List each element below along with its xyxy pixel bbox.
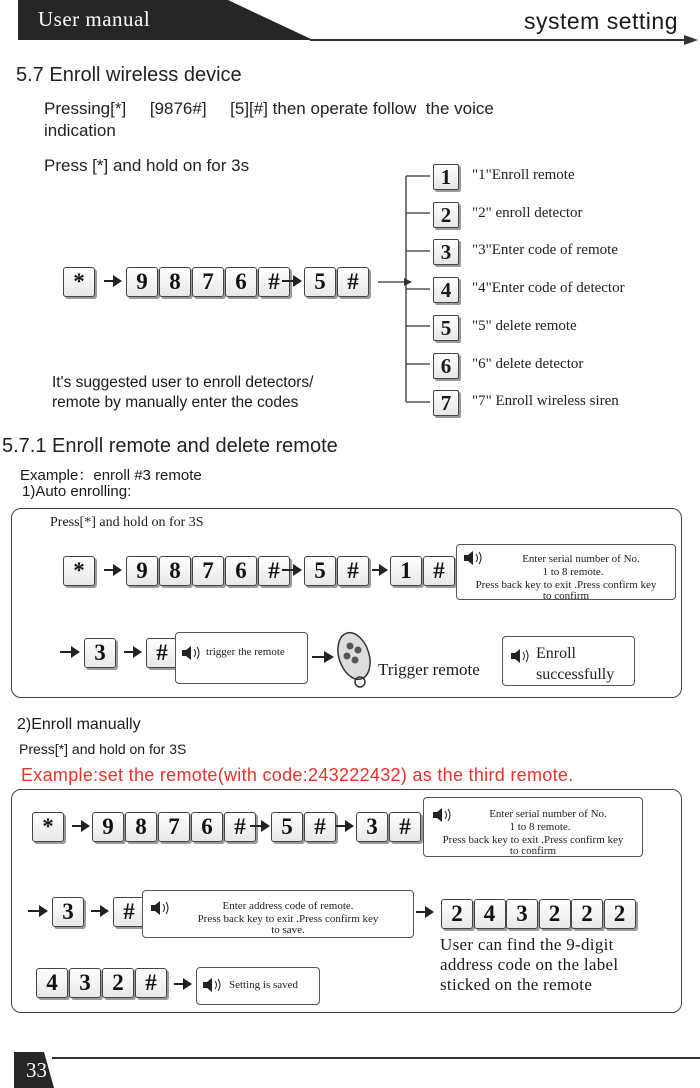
keypad-key: #	[224, 812, 256, 842]
keypad-key: 5	[271, 812, 303, 842]
speaker-icon	[181, 646, 205, 660]
keypad-key: 6	[191, 812, 223, 842]
arrow-icon	[250, 820, 270, 832]
voice2-line: Press back key to exit .Press confirm key	[442, 834, 624, 846]
voice1-line: to confirm	[542, 590, 590, 602]
menu-number-box: 7	[433, 390, 459, 416]
keypad-key: 3	[69, 968, 101, 998]
menu-option-label: "5" delete remote	[472, 317, 577, 334]
header-rule	[310, 39, 688, 41]
suggest-line-2: remote by manually enter the codes	[52, 394, 299, 411]
keypad-key: 2	[102, 968, 134, 998]
keypad-key: 4	[36, 968, 68, 998]
keypad-key: 5	[304, 556, 336, 586]
keypad-key: *	[63, 267, 95, 297]
keypad-key: 3	[356, 812, 388, 842]
address-code-digit: 2	[539, 899, 571, 929]
voice-prompt-serial-2	[423, 797, 643, 857]
voice3-line: Enter address code of remote.	[222, 900, 354, 912]
keypad-key: 8	[125, 812, 157, 842]
keypad-key: #	[135, 968, 167, 998]
menu-option-label: "2" enroll detector	[472, 204, 583, 221]
menu-number-box: 2	[433, 202, 459, 228]
enroll-success-line: successfully	[536, 666, 615, 683]
keypad-key: 8	[159, 267, 191, 297]
keypad-key: 9	[126, 267, 158, 297]
menu-option-label: "4"Enter code of detector	[472, 280, 625, 297]
keypad-key: #	[337, 267, 369, 297]
setting-saved-box	[196, 967, 320, 1005]
arrow-icon	[282, 564, 302, 576]
keypad-key: #	[113, 897, 145, 927]
arrow-icon	[28, 905, 48, 917]
arrow-icon	[282, 275, 302, 287]
menu-number-box: 4	[433, 277, 459, 303]
remote-fob-icon	[334, 628, 376, 692]
arrow-icon	[124, 646, 142, 658]
trigger-prompt-box	[175, 632, 308, 684]
arrow-icon	[336, 820, 354, 832]
section-title-5-7-1: 5.7.1 Enroll remote and delete remote	[2, 435, 338, 457]
speaker-icon	[510, 649, 534, 663]
address-code-digit: 3	[506, 899, 538, 929]
arrow-icon	[174, 978, 192, 990]
keypad-key: 7	[158, 812, 190, 842]
voice-prompt-address	[142, 890, 414, 938]
keypad-key: #	[389, 812, 421, 842]
menu-option-label: "6" delete detector	[472, 355, 584, 372]
arrow-icon	[104, 564, 122, 576]
voice2-line: 1 to 8 remote.	[509, 821, 571, 833]
menu-option-label: "1"Enroll remote	[472, 167, 575, 183]
voice3-line: to save.	[271, 924, 305, 936]
trigger-prompt-text: trigger the remote	[206, 646, 285, 658]
code-note-line: sticked on the remote	[440, 975, 593, 994]
manual-press-text: Press[*] and hold on for 3S	[19, 741, 187, 757]
menu-number-box: 5	[433, 315, 459, 341]
enroll-success-box	[502, 636, 635, 686]
keypad-key: 8	[159, 556, 191, 586]
press-hold-text: Press [*] and hold on for 3s	[44, 156, 250, 175]
keypad-key: 1	[390, 556, 422, 586]
keypad-key: *	[63, 556, 95, 586]
arrow-icon	[72, 820, 90, 832]
setting-saved-text: Setting is saved	[229, 979, 299, 991]
header-arrow-icon	[684, 33, 698, 47]
menu-option-label: "3"Enter code of remote	[472, 242, 618, 259]
menu-number-box: 3	[433, 239, 459, 265]
voice-prompt-serial-1	[456, 544, 676, 600]
keypad-key: 3	[52, 897, 84, 927]
keypad-key: 9	[126, 556, 158, 586]
address-code-digit: 2	[571, 899, 603, 929]
example-label: Example：enroll #3 remote	[20, 467, 202, 484]
keypad-key: *	[32, 812, 64, 842]
section-title-5-7: 5.7 Enroll wireless device	[16, 64, 242, 86]
arrow-icon	[104, 275, 122, 287]
suggest-line-1: It's suggested user to enroll detectors/	[52, 374, 314, 391]
keypad-key: #	[146, 638, 178, 668]
voice3-line: Press back key to exit .Press confirm key	[197, 913, 379, 925]
voice2-line: Enter serial number of No.	[489, 808, 607, 820]
voice-prompt-serial-2-text	[424, 808, 642, 858]
voice1-line: Press back key to exit .Press confirm key	[475, 579, 657, 591]
header-section-label: system setting	[524, 8, 678, 34]
keypad-key: 9	[92, 812, 124, 842]
page-number: 33	[26, 1058, 47, 1082]
header-manual-label: User manual	[38, 7, 151, 31]
keypad-key: 6	[225, 267, 257, 297]
address-code-digit: 2	[604, 899, 636, 929]
keypad-key: #	[258, 267, 290, 297]
manual-example-text: Example:set the remote(with code:243222432) as the third remote.	[21, 765, 574, 785]
keypad-key: #	[258, 556, 290, 586]
voice2-line: to confirm	[509, 845, 557, 857]
code-note-line: User can find the 9-digit	[440, 935, 614, 954]
menu-option-label: "7" Enroll wireless siren	[472, 393, 619, 410]
arrow-icon	[372, 564, 388, 576]
speaker-icon	[202, 978, 226, 992]
address-code-digit: 4	[474, 899, 506, 929]
auto-press-text: Press[*] and hold on for 3S	[50, 515, 204, 530]
keypad-key: #	[423, 556, 455, 586]
intro-line-2: indication	[44, 121, 116, 140]
code-note-line: address code on the label	[440, 955, 619, 974]
intro-line-1: Pressing[*] [9876#] [5][#] then operate follow the voice	[44, 99, 494, 118]
voice-prompt-serial-1-text	[457, 553, 675, 603]
enroll-success-line: Enroll	[536, 645, 576, 662]
address-code-digit: 2	[441, 899, 473, 929]
auto-enroll-label: 1)Auto enrolling:	[22, 483, 132, 500]
keypad-key: 7	[192, 267, 224, 297]
menu-bracket	[378, 170, 438, 420]
keypad-key: 6	[225, 556, 257, 586]
voice1-line: Enter serial number of No.	[522, 553, 640, 565]
arrow-icon	[312, 651, 334, 663]
voice1-line: 1 to 8 remote.	[542, 566, 604, 578]
footer-rule	[52, 1057, 700, 1059]
arrow-icon	[60, 646, 80, 658]
keypad-key: #	[337, 556, 369, 586]
menu-number-box: 6	[433, 353, 459, 379]
arrow-icon	[91, 905, 109, 917]
menu-number-box: 1	[433, 164, 459, 190]
keypad-key: 5	[304, 267, 336, 297]
manual-enroll-label: 2)Enroll manually	[17, 716, 141, 733]
trigger-remote-label: Trigger remote	[378, 660, 480, 679]
voice-prompt-address-text	[163, 900, 413, 937]
arrow-icon	[416, 906, 434, 918]
keypad-key: 3	[84, 638, 116, 668]
keypad-key: 7	[192, 556, 224, 586]
keypad-key: #	[304, 812, 336, 842]
